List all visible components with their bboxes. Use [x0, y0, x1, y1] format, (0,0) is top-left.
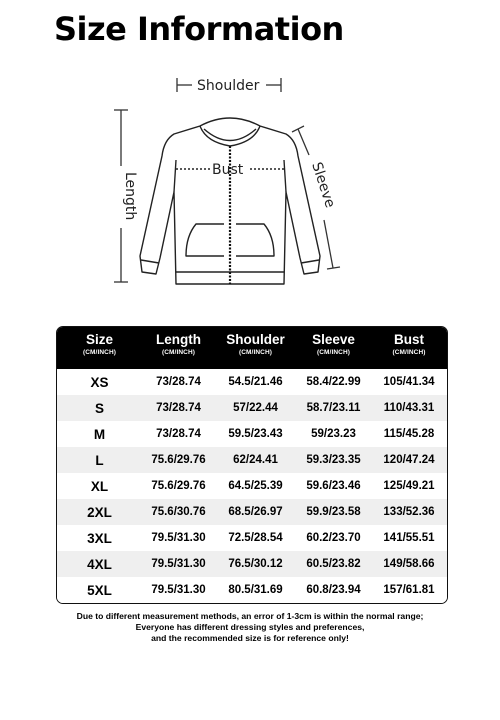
size-cell: M: [93, 426, 106, 442]
table-row: [57, 473, 447, 499]
size-cell: 5XL: [87, 582, 112, 598]
bust-cell: 141/55.51: [383, 532, 435, 544]
size-cell: S: [94, 400, 104, 416]
table-row: [57, 499, 447, 525]
sleeve-cell: 59/23.23: [311, 428, 356, 440]
table-header-row: [57, 327, 447, 369]
header-size: Size (CM/INCH): [82, 332, 117, 356]
page-title: Size Information: [54, 10, 344, 48]
disclaimer-line: Due to different measurement methods, an error of 1-3cm is within the normal range;: [76, 611, 424, 621]
sleeve-cell: 60.5/23.82: [306, 558, 361, 570]
length-cell: 75.6/30.76: [151, 506, 206, 518]
size-cell: XL: [90, 478, 109, 494]
header-bust: Bust (CM/INCH): [392, 332, 426, 356]
sleeve-cell: 60.8/23.94: [306, 584, 361, 596]
bust-cell: 115/45.28: [383, 428, 435, 440]
bust-cell: 110/43.31: [383, 402, 435, 414]
measurement-disclaimer: [40, 611, 460, 644]
header-length: Length (CM/INCH): [156, 332, 201, 356]
sleeve-cell: 59.3/23.35: [306, 454, 361, 466]
sleeve-label: Sleeve: [308, 160, 338, 210]
shoulder-cell: 72.5/28.54: [228, 532, 283, 544]
sleeve-cell: 59.6/23.46: [306, 480, 361, 492]
table-row: [57, 369, 447, 395]
length-cell: 73/28.74: [156, 402, 201, 414]
bust-cell: 149/58.66: [383, 558, 435, 570]
length-cell: 73/28.74: [156, 376, 201, 388]
length-cell: 73/28.74: [156, 428, 201, 440]
length-cell: 79.5/31.30: [151, 584, 206, 596]
shoulder-cell: 54.5/21.46: [228, 376, 283, 388]
bust-cell: 157/61.81: [383, 584, 435, 596]
shoulder-cell: 59.5/23.43: [228, 428, 283, 440]
table-row: [57, 395, 447, 421]
size-cell: 3XL: [87, 530, 112, 546]
shoulder-cell: 68.5/26.97: [228, 506, 283, 518]
length-cell: 79.5/31.30: [151, 532, 206, 544]
sleeve-cell: 58.7/23.11: [306, 402, 361, 414]
size-cell: 2XL: [87, 504, 112, 520]
table-row: [57, 577, 447, 603]
table-row: [57, 421, 447, 447]
disclaimer-line: Everyone has different dressing styles and preferences,: [135, 622, 365, 632]
shoulder-cell: 76.5/30.12: [228, 558, 283, 570]
disclaimer-line: and the recommended size is for reference only!: [151, 633, 349, 643]
jacket-measurement-diagram: [100, 60, 400, 305]
shoulder-cell: 64.5/25.39: [228, 480, 283, 492]
shoulder-cell: 80.5/31.69: [228, 584, 283, 596]
bust-cell: 105/41.34: [383, 376, 435, 388]
length-label: Length: [122, 172, 138, 221]
bust-cell: 125/49.21: [383, 480, 435, 492]
header-shoulder: Shoulder (CM/INCH): [226, 332, 285, 356]
length-cell: 75.6/29.76: [151, 454, 206, 466]
sleeve-cell: 59.9/23.58: [306, 506, 361, 518]
length-cell: 75.6/29.76: [151, 480, 206, 492]
length-cell: 79.5/31.30: [151, 558, 206, 570]
sleeve-cell: 60.2/23.70: [306, 532, 361, 544]
size-cell: L: [95, 452, 104, 468]
table-row: [57, 525, 447, 551]
size-cell: XS: [90, 374, 109, 390]
header-sleeve: Sleeve (CM/INCH): [312, 332, 355, 356]
shoulder-cell: 57/22.44: [233, 402, 278, 414]
shoulder-cell: 62/24.41: [233, 454, 278, 466]
size-cell: 4XL: [87, 556, 112, 572]
table-row: [57, 551, 447, 577]
bust-label: Bust: [212, 162, 244, 178]
bust-cell: 133/52.36: [383, 506, 435, 518]
size-table: [56, 326, 448, 604]
table-row: [57, 447, 447, 473]
bust-cell: 120/47.24: [383, 454, 435, 466]
shoulder-label: Shoulder: [197, 78, 260, 94]
sleeve-cell: 58.4/22.99: [306, 376, 361, 388]
